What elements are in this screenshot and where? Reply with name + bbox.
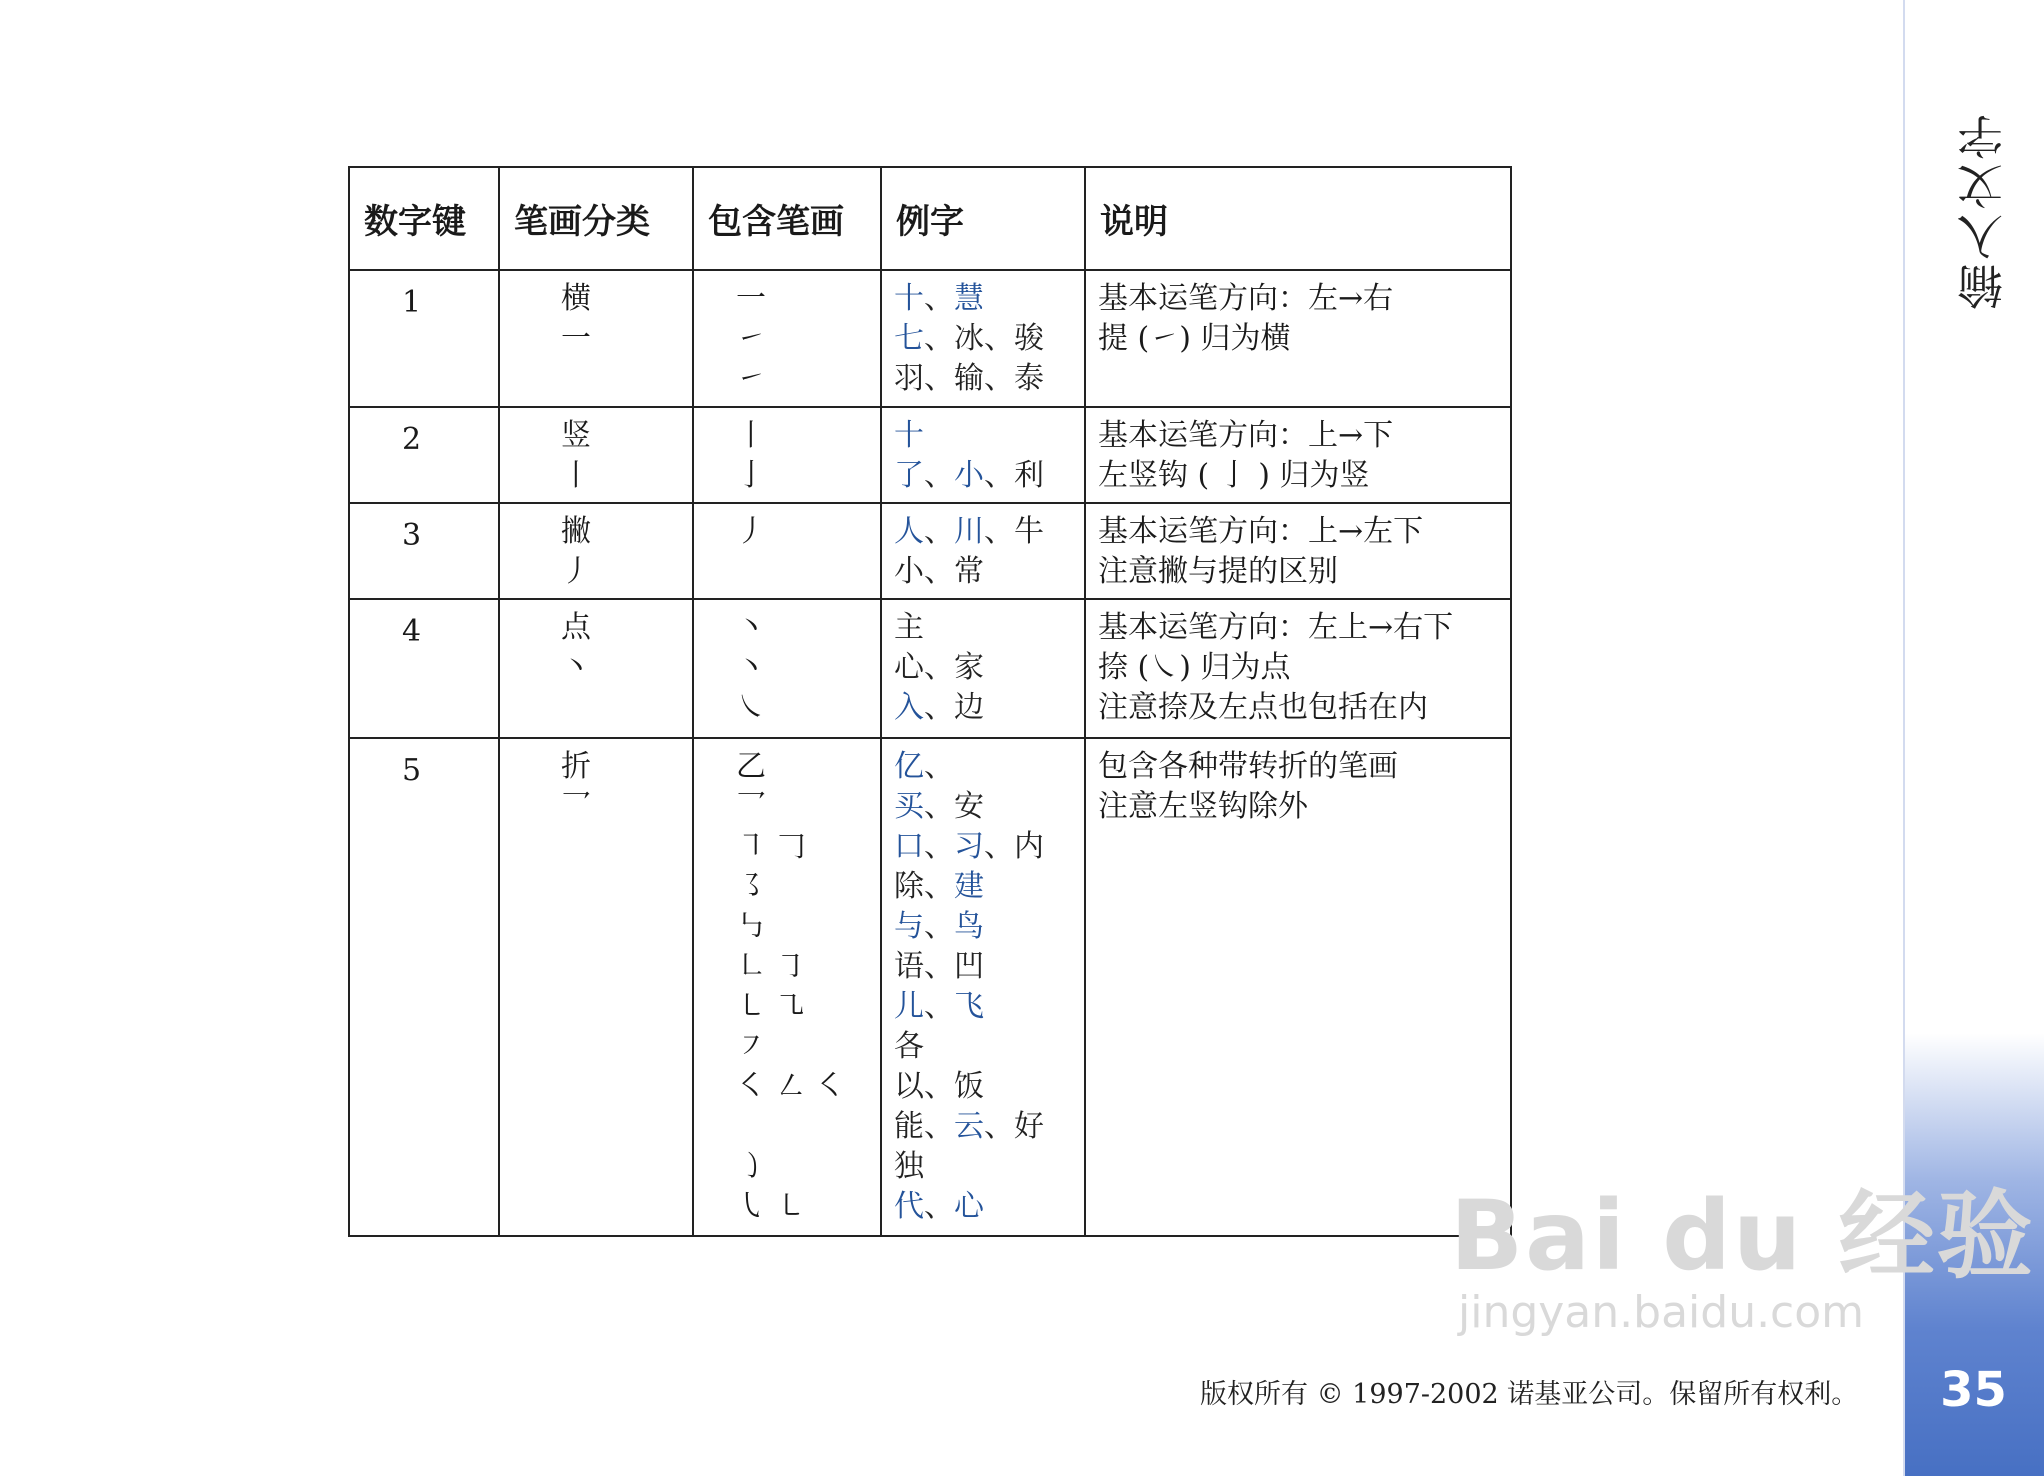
example-char: 人 [894,514,924,549]
included-strokes-cell-line: ㇁ [736,1149,766,1184]
included-strokes-cell-line: ㇛ ㇜ ㇛ [736,1069,846,1104]
example-char: 、 [924,1189,954,1224]
stroke-category-cell-line: 折 [561,749,591,784]
description-cell-line: 注意捺及左点也包括在内 [1098,690,1428,725]
stroke-category-cell-line: 点 [561,610,591,645]
included-strokes-cell-line [736,1107,868,1147]
description-cell [1085,270,1511,407]
examples-cell-line [894,359,1072,399]
example-char: 入 [894,690,924,725]
example-char: 飞 [954,989,984,1024]
number-key-cell [349,599,499,738]
included-strokes-cell-line: 乙 [736,749,766,784]
included-strokes-cell-line: 亅 [736,458,766,493]
table-body [349,270,1511,1236]
example-char: 除 [894,869,924,904]
examples-cell-line [894,787,1072,827]
stroke-category-cell-line: 丿 [561,554,591,589]
examples-cell-line [894,456,1072,496]
number-key-cell [349,503,499,599]
example-char: 、内 [984,829,1044,864]
stroke-category-cell-line: 丨 [561,458,591,493]
included-strokes-cell [693,503,881,599]
watermark [1450,1160,2035,1338]
copyright-notice: 版权所有 © 1997-2002 诺基亚公司。保留所有权利。 [1200,1379,1859,1410]
examples-cell-line [894,867,1072,907]
examples-cell-line [894,907,1072,947]
examples-cell [881,599,1085,738]
examples-cell-line [894,1147,1072,1187]
number-key: 4 [402,614,422,649]
example-char: 心 [954,1189,984,1224]
description-cell-line: 包含各种带转折的笔画 [1098,749,1398,784]
examples-cell [881,270,1085,407]
example-char: 小 [954,458,984,493]
stroke-category-cell-line: 横 [561,281,591,316]
included-strokes-cell-line: 乛 [736,789,766,824]
example-char: 、 [924,1109,954,1144]
number-key-cell [349,407,499,503]
number-key: 5 [402,753,422,788]
example-char: 十 [894,281,924,316]
examples-cell-line [894,319,1072,359]
example-char: 独 [894,1149,924,1184]
example-char: 买 [894,789,924,824]
header-stroke-category: 笔画分类 [499,167,693,270]
included-strokes-cell-line: 丿 [736,514,766,549]
stroke-category-cell-line: 乛 [561,789,591,824]
example-char: 能 [894,1109,924,1144]
table-row [349,407,1511,503]
description-cell [1085,407,1511,503]
description-cell [1085,738,1511,1236]
included-strokes-cell-line: ㇕ 𠃌 [736,829,806,864]
table-row [349,270,1511,407]
examples-cell-line [894,688,1072,728]
description-cell-line: 基本运笔方向：左→右 [1098,281,1394,316]
description-cell-line: 捺 (㇏) 归为点 [1098,650,1291,685]
example-char: 、利 [984,458,1044,493]
example-char: 小、常 [894,554,984,589]
stroke-category-cell [499,738,693,1236]
header-examples: 例字 [881,167,1085,270]
included-strokes-cell [693,599,881,738]
examples-cell [881,503,1085,599]
examples-cell-line [894,1187,1072,1227]
example-char: 七 [894,321,924,356]
example-char: 以、饭 [894,1069,984,1104]
examples-cell [881,407,1085,503]
watermark-url: jingyan.baidu.com [1458,1287,1865,1338]
description-cell-line: 左竖钩 ( 亅 ) 归为竖 [1098,458,1370,493]
description-cell-line: 注意撇与提的区别 [1098,554,1338,589]
description-cell-line: 基本运笔方向：上→下 [1098,418,1394,453]
example-char: 、 [924,869,954,904]
example-char: 慧 [954,281,984,316]
example-char: 鸟 [954,909,984,944]
included-strokes-cell [693,270,881,407]
description-cell-line: 提 (㇀) 归为横 [1098,321,1291,356]
included-strokes-cell-line: ㇄ ㇈ [736,989,806,1024]
example-char: 、 [924,749,954,784]
example-char: 川 [954,514,984,549]
number-key: 2 [402,422,422,457]
example-char: 羽、输、泰 [894,361,1044,396]
examples-cell-line [894,987,1072,1027]
included-strokes-cell-line: ㇗ ㇆ [736,949,806,984]
example-char: 、 [924,909,954,944]
example-char: 语、凹 [894,949,984,984]
examples-cell-line [894,648,1072,688]
description-cell-line: 基本运笔方向：左上→右下 [1098,610,1454,645]
examples-cell-line [894,512,1072,552]
page-number: 35 [1940,1362,2007,1418]
examples-cell-line [894,552,1072,592]
table-header-row [349,167,1511,270]
examples-cell-line [894,1067,1072,1107]
example-char: 主 [894,610,924,645]
stroke-category-cell [499,407,693,503]
section-title: 输入文字 [1956,110,2010,310]
stroke-category-cell-line: 撇 [561,514,591,549]
included-strokes-cell-line: ㇏ [736,690,766,725]
examples-cell-line [894,279,1072,319]
examples-cell-line [894,747,1072,787]
example-char: 、 [924,458,954,493]
example-char: 、冰、骏 [924,321,1044,356]
header-description: 说明 [1085,167,1511,270]
included-strokes-cell-line: ㇀ [736,361,766,396]
examples-cell-line [894,416,1072,456]
example-char: 心、家 [894,650,984,685]
included-strokes-cell-line: 丶 [736,610,766,645]
included-strokes-cell-line: ㇇ [736,1029,766,1064]
included-strokes-cell-line: ㇀ [736,321,766,356]
included-strokes-cell-line: ㇂ ㇄ [736,1189,806,1224]
example-char: 建 [954,869,984,904]
included-strokes-cell-line: 丨 [736,418,766,453]
included-strokes-cell-line: 一 [736,281,766,316]
included-strokes-cell-line: ㇌ [736,869,766,904]
header-number-key: 数字键 [349,167,499,270]
stroke-table [348,166,1512,1237]
example-char: 、 [924,989,954,1024]
example-char: 与 [894,909,924,944]
table-row [349,738,1511,1236]
example-char: 代 [894,1189,924,1224]
stroke-category-cell [499,503,693,599]
description-cell [1085,599,1511,738]
table-row [349,503,1511,599]
example-char: 、边 [924,690,984,725]
included-strokes-cell-line: ㇉ [736,909,766,944]
number-key-cell [349,270,499,407]
examples-cell-line [894,1027,1072,1067]
description-cell-line: 基本运笔方向：上→左下 [1098,514,1424,549]
stroke-category-cell [499,599,693,738]
number-key: 3 [402,518,422,553]
examples-cell [881,738,1085,1236]
examples-cell-line [894,947,1072,987]
description-cell [1085,503,1511,599]
example-char: 习 [954,829,984,864]
example-char: 云 [954,1109,984,1144]
example-char: 、 [924,281,954,316]
included-strokes-cell [693,738,881,1236]
table-row [349,599,1511,738]
example-char: 、 [924,829,954,864]
stroke-category-cell [499,270,693,407]
included-strokes-cell [693,407,881,503]
watermark-logo: Bai du 经验 [1450,1180,2035,1292]
examples-cell-line [894,827,1072,867]
example-char: 亿 [894,749,924,784]
example-char: 十 [894,418,924,453]
number-key: 1 [402,285,422,320]
stroke-category-cell-line: 竖 [561,418,591,453]
number-key-cell [349,738,499,1236]
examples-cell-line [894,608,1072,648]
example-char: 了 [894,458,924,493]
example-char: 、安 [924,789,984,824]
header-included-strokes: 包含笔画 [693,167,881,270]
description-cell-line: 注意左竖钩除外 [1098,789,1308,824]
example-char: 、牛 [984,514,1044,549]
example-char: 口 [894,829,924,864]
stroke-category-cell-line: 丶 [561,650,591,685]
included-strokes-cell-line: 丶 [736,650,766,685]
example-char: 、好 [984,1109,1044,1144]
stroke-category-cell-line: 一 [561,321,591,356]
example-char: 各 [894,1029,924,1064]
example-char: 、 [924,514,954,549]
examples-cell-line [894,1107,1072,1147]
example-char: 儿 [894,989,924,1024]
